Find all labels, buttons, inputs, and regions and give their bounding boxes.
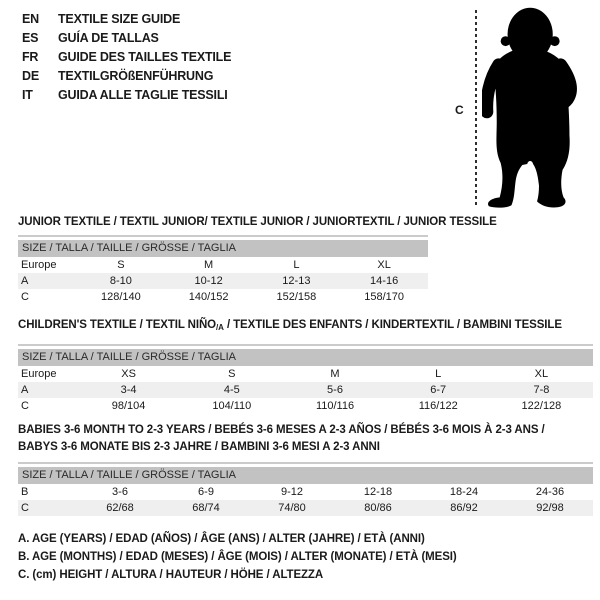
table-row <box>18 257 428 273</box>
table-cell: 18-24 <box>449 486 479 498</box>
junior-size-table <box>18 235 428 305</box>
table-header: SIZE / TALLA / TAILLE / GRÖSSE / TAGLIA <box>18 240 428 257</box>
table-cell: 104/110 <box>212 400 252 412</box>
table-cell: XL <box>534 368 549 380</box>
children-title-post: / TEXTILE DES ENFANTS / KINDERTEXTIL / BAMBINI TESSILE <box>223 319 562 331</box>
row-label: C <box>21 502 29 514</box>
row-label: B <box>21 486 29 498</box>
legend-line-a: A. AGE (YEARS) / EDAD (AÑOS) / ÂGE (ANS) / ALTER (JAHRE) / ETÀ (ANNI) <box>18 533 425 545</box>
row-label: A <box>21 275 29 287</box>
table-cell: 128/140 <box>100 291 141 303</box>
table-cell: 116/122 <box>418 400 458 412</box>
lang-label: GUIDA ALLE TAGLIE TESSILI <box>58 88 228 102</box>
table-cell: XL <box>377 259 391 271</box>
table-top-rule <box>18 344 593 346</box>
table-row <box>18 484 593 500</box>
table-cell: 4-5 <box>223 384 240 396</box>
table-row <box>18 398 593 414</box>
table-cell: 110/116 <box>315 400 355 412</box>
lang-code: IT <box>22 88 33 102</box>
table-cell: XS <box>121 368 136 380</box>
table-cell: 7-8 <box>533 384 550 396</box>
table-cell: 74/80 <box>278 502 306 514</box>
legend-line-c: C. (cm) HEIGHT / ALTURA / HAUTEUR / HÖHE / ALTEZZA <box>18 569 324 581</box>
lang-label: TEXTILGRÖßENFÜHRUNG <box>58 69 214 83</box>
babies-section-title-line2: BABYS 3-6 MONATE BIS 2-3 JAHRE / BAMBINI 3-6 MESI A 2-3 ANNI <box>18 441 380 453</box>
table-cell: 158/170 <box>364 291 404 303</box>
children-title-pre: CHILDREN'S TEXTILE / TEXTIL NIÑO <box>18 319 217 331</box>
table-cell: 92/98 <box>536 502 564 514</box>
table-cell: M <box>330 368 340 380</box>
lang-row-fr <box>22 48 231 67</box>
table-cell: 122/128 <box>521 400 562 412</box>
table-cell: 14-16 <box>370 275 399 287</box>
lang-label: GUIDE DES TAILLES TEXTILE <box>58 50 232 64</box>
table-row <box>18 500 593 516</box>
lang-row-it <box>22 86 231 105</box>
lang-row-es <box>22 29 231 48</box>
table-cell: L <box>293 259 300 271</box>
table-cell: 8-10 <box>109 275 132 287</box>
table-row <box>18 273 428 289</box>
baby-silhouette-icon <box>482 5 595 208</box>
table-cell: 6-7 <box>430 384 447 396</box>
table-header: SIZE / TALLA / TAILLE / GRÖSSE / TAGLIA <box>18 349 593 366</box>
lang-row-en <box>22 10 231 29</box>
table-cell: 80/86 <box>364 502 392 514</box>
table-top-rule <box>18 235 428 237</box>
height-measure-label: C <box>455 103 464 117</box>
table-cell: M <box>204 259 214 271</box>
table-cell: 12-13 <box>282 275 311 287</box>
table-cell: 5-6 <box>327 384 343 396</box>
table-row <box>18 382 593 398</box>
measurement-legend <box>18 530 457 584</box>
children-size-table <box>18 344 593 414</box>
lang-code: DE <box>22 69 39 83</box>
children-title-subscript: /A <box>216 323 224 332</box>
table-header: SIZE / TALLA / TAILLE / GRÖSSE / TAGLIA <box>18 467 593 484</box>
table-cell: 3-4 <box>120 384 137 396</box>
lang-label: TEXTILE SIZE GUIDE <box>58 12 181 26</box>
row-label: Europe <box>21 368 57 380</box>
table-top-rule <box>18 462 593 464</box>
baby-figure-area <box>440 0 600 215</box>
table-row <box>18 289 428 305</box>
legend-line-b: B. AGE (MONTHS) / EDAD (MESES) / ÂGE (MOIS) / ALTER (MONATE) / ETÀ (MESI) <box>18 551 457 563</box>
table-cell: 152/158 <box>276 291 317 303</box>
row-label: C <box>21 291 29 303</box>
lang-row-de <box>22 67 231 86</box>
row-label: Europe <box>21 259 57 271</box>
row-label: A <box>21 384 29 396</box>
row-label: C <box>21 400 29 412</box>
table-cell: 6-9 <box>198 486 214 498</box>
height-measure-dotted-line <box>475 10 477 208</box>
table-row <box>18 366 593 382</box>
lang-label: GUÍA DE TALLAS <box>58 31 159 45</box>
junior-section-title: JUNIOR TEXTILE / TEXTIL JUNIOR/ TEXTILE JUNIOR / JUNIORTEXTIL / JUNIOR TESSILE <box>18 216 497 228</box>
table-cell: 68/74 <box>192 502 220 514</box>
table-cell: 9-12 <box>280 486 304 498</box>
table-cell: S <box>117 259 125 271</box>
lang-code: FR <box>22 50 39 64</box>
table-cell: 98/104 <box>111 400 146 412</box>
table-cell: S <box>228 368 236 380</box>
table-cell: L <box>435 368 442 380</box>
babies-size-table <box>18 462 593 516</box>
table-cell: 12-18 <box>363 486 393 498</box>
lang-code: EN <box>22 12 39 26</box>
language-title-list <box>22 10 231 105</box>
table-cell: 140/152 <box>188 291 229 303</box>
table-cell: 10-12 <box>194 275 223 287</box>
table-cell: 24-36 <box>535 486 565 498</box>
babies-section-title-line1: BABIES 3-6 MONTH TO 2-3 YEARS / BEBÉS 3-6 MESES A 2-3 AÑOS / BÉBÉS 3-6 MOIS À 2-3 ANS / <box>18 424 545 436</box>
table-cell: 62/68 <box>106 502 134 514</box>
table-cell: 86/92 <box>450 502 478 514</box>
children-section-title <box>18 319 562 332</box>
table-cell: 3-6 <box>112 486 128 498</box>
lang-code: ES <box>22 31 39 45</box>
